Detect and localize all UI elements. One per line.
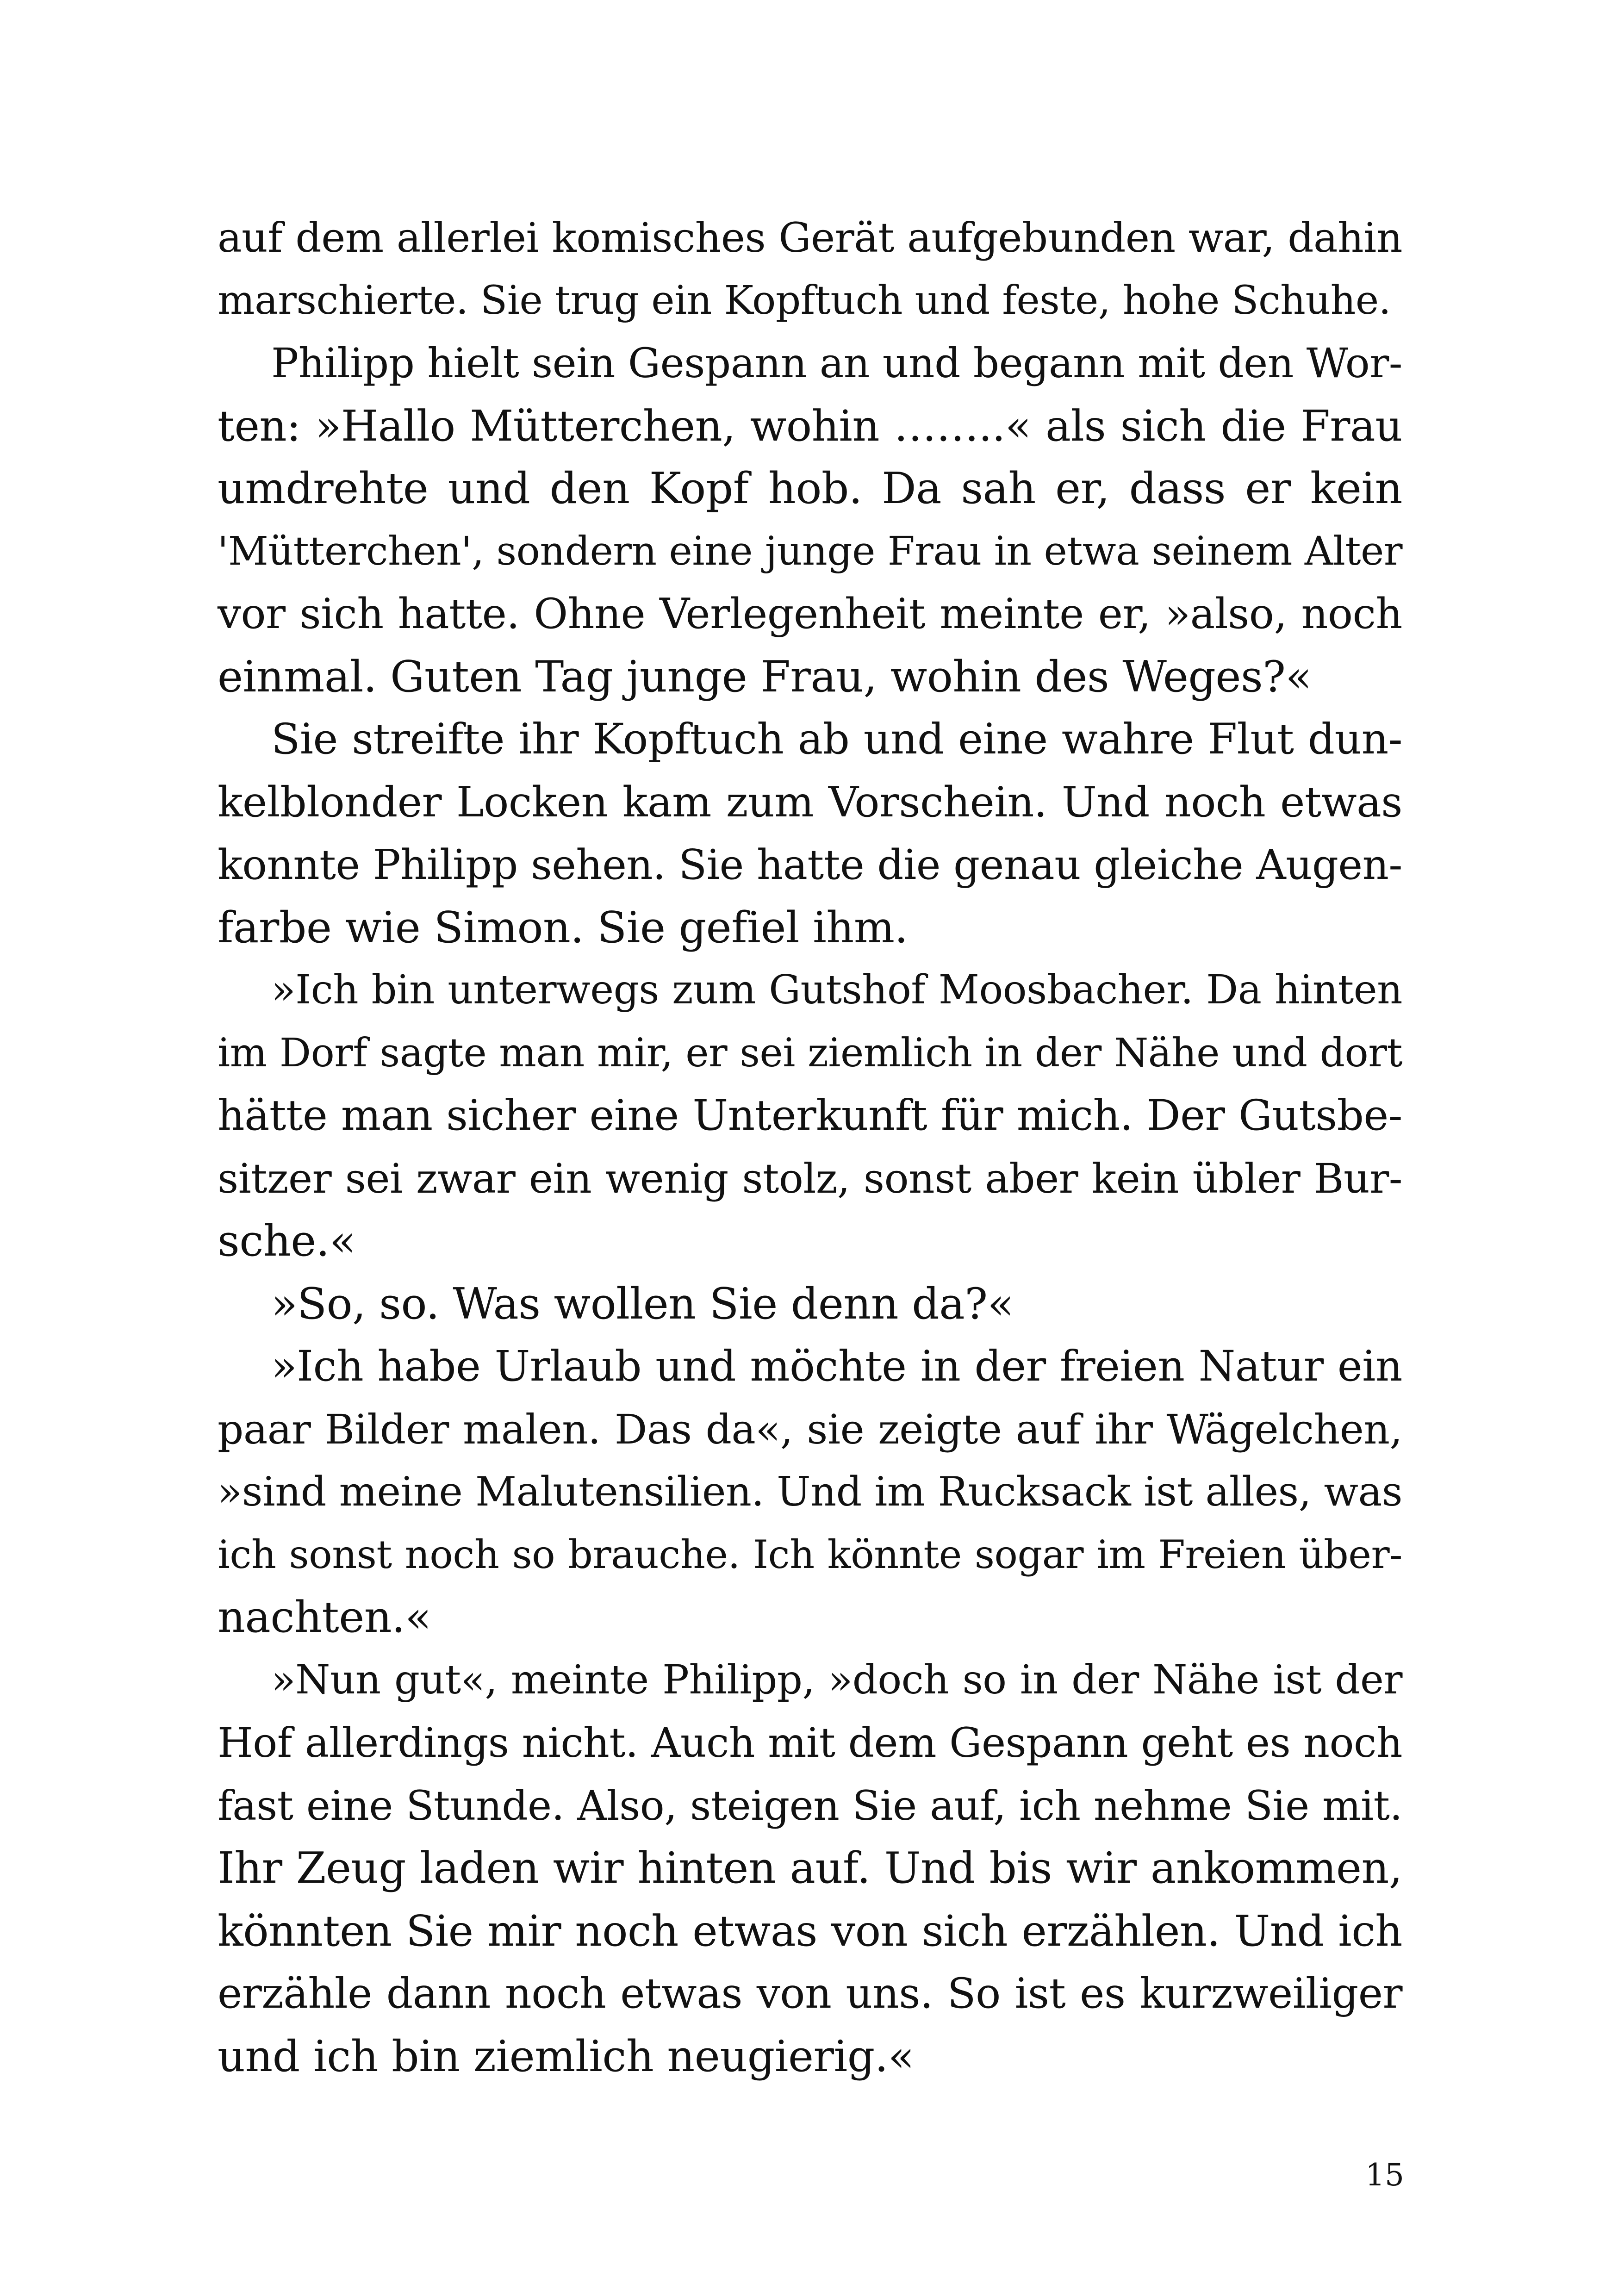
text-line: paar Bilder malen. Das da«, sie zeigte auf ihr Wägelchen, — [218, 1405, 1402, 1453]
text-line: 'Mütterchen', sondern eine junge Frau in etwa seinem Alter — [218, 528, 1402, 574]
text-line: Philipp hielt sein Gespann an und begann mit den Wor- — [271, 339, 1402, 387]
text-line: sche.« — [218, 1216, 356, 1266]
text-line: auf dem allerlei komisches Gerät aufgebunden war, dahin — [218, 214, 1402, 261]
text-line: einmal. Guten Tag junge Frau, wohin des Weges?« — [218, 651, 1312, 702]
text-line: »Nun gut«, meinte Philipp, »doch so in der Nähe ist der — [271, 1656, 1402, 1703]
text-line: und ich bin ziemlich neugierig.« — [218, 2031, 915, 2081]
text-line: marschierte. Sie trug ein Kopftuch und feste, hohe Schuhe. — [218, 277, 1391, 324]
text-line: könnten Sie mir noch etwas von sich erzählen. Und ich — [218, 1906, 1402, 1956]
text-line: fast eine Stunde. Also, steigen Sie auf, ich nehme Sie mit. — [218, 1781, 1402, 1829]
text-line: umdrehte und den Kopf hob. Da sah er, dass er kein — [218, 463, 1402, 513]
text-line: sitzer sei zwar ein wenig stolz, sonst aber kein übler Bur- — [218, 1154, 1402, 1202]
text-line: vor sich hatte. Ohne Verlegenheit meinte er, »also, noch — [218, 590, 1402, 638]
text-line: erzähle dann noch etwas von uns. So ist es kurzweiliger — [218, 1969, 1402, 2018]
text-line: »Ich habe Urlaub und möchte in der freien Natur ein — [271, 1342, 1402, 1391]
text-line: farbe wie Simon. Sie gefiel ihm. — [218, 902, 908, 952]
text-line: ten: »Hallo Mütterchen, wohin ……..« als sich die Frau — [218, 401, 1402, 451]
page-number: 15 — [1365, 2157, 1404, 2193]
text-line: konnte Philipp sehen. Sie hatte die genau gleiche Augen- — [218, 840, 1402, 889]
text-line: Ihr Zeug laden wir hinten auf. Und bis wir ankommen, — [218, 1843, 1402, 1893]
text-line: »So, so. Was wollen Sie denn da?« — [271, 1278, 1014, 1329]
text-line: »Ich bin unterwegs zum Gutshof Moosbacher. Da hinten — [271, 967, 1402, 1013]
text-line: kelblonder Locken kam zum Vorschein. Und noch etwas — [218, 778, 1402, 827]
body-text — [218, 206, 1402, 2088]
text-line: nachten.« — [218, 1592, 431, 1642]
text-line: hätte man sicher eine Unterkunft für mich. Der Gutsbe- — [218, 1091, 1402, 1140]
text-line: »sind meine Malutensilien. Und im Rucksack ist alles, was — [218, 1468, 1402, 1515]
text-line: ich sonst noch so brauche. Ich könnte sogar im Freien über- — [218, 1531, 1402, 1577]
text-line: im Dorf sagte man mir, er sei ziemlich in der Nähe und dort — [218, 1030, 1402, 1076]
text-line: Hof allerdings nicht. Auch mit dem Gespann geht es noch — [218, 1719, 1402, 1767]
text-line: Sie streifte ihr Kopftuch ab und eine wahre Flut dun- — [271, 715, 1402, 764]
